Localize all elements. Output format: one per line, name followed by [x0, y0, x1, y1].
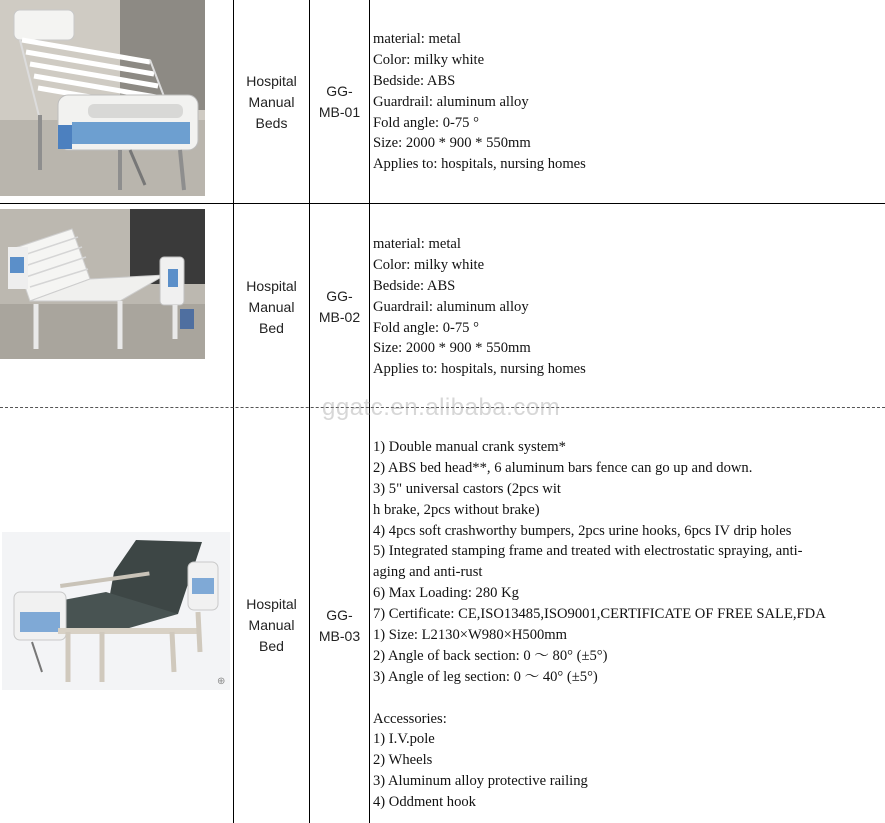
spec-line: Color: milky white: [373, 256, 485, 273]
spec-line: 6) Max Loading: 280 Kg: [373, 585, 519, 602]
spec-line: h brake, 2pcs without brake): [373, 501, 540, 518]
code-line: MB-03: [318, 628, 361, 644]
column-divider: [309, 0, 310, 823]
spec-line: Fold angle: 0-75 °: [373, 319, 479, 336]
product-specs-mb01: [370, 29, 885, 175]
product-name: [234, 594, 309, 657]
name-line: Bed: [259, 319, 284, 336]
spec-line: material: metal: [373, 31, 461, 47]
spec-line: 1) Size: L2130×W980×H500mm: [373, 627, 567, 644]
spec-line: Guardrail: aluminum alloy: [373, 93, 529, 110]
spec-line: 1) Double manual crank system*: [373, 439, 566, 455]
code-line: GG-: [326, 607, 353, 623]
spec-line: Applies to: hospitals, nursing homes: [373, 361, 586, 378]
code-line: MB-02: [318, 309, 361, 325]
spec-line: Size: 2000 * 900 * 550mm: [373, 340, 531, 357]
product-code: [310, 286, 369, 328]
product-image-mb01: [0, 0, 205, 196]
name-line: Manual: [248, 298, 295, 315]
spec-line: 7) Certificate: CE,ISO13485,ISO9001,CERTIFICATE OF FREE SALE,FDA: [373, 606, 826, 623]
name-line: Hospital: [246, 72, 297, 89]
product-code: [310, 605, 369, 647]
spec-line: 4) 4pcs soft crashworthy bumpers, 2pcs urine hooks, 6pcs IV drip holes: [373, 522, 792, 539]
spec-line: 2) Angle of back section: 0 ～ 80° (±5°): [373, 647, 608, 664]
code-line: GG-: [326, 288, 353, 304]
spec-line: 2) Wheels: [373, 752, 433, 769]
name-line: Hospital: [246, 596, 297, 612]
row-divider: [0, 203, 885, 204]
name-line: Bed: [259, 638, 284, 654]
name-line: Manual: [248, 617, 295, 633]
spec-line: Color: milky white: [373, 51, 485, 68]
magnifier-icon[interactable]: ⊕: [217, 676, 226, 687]
spec-line: 3) Aluminum alloy protective railing: [373, 773, 588, 790]
spec-line: Bedside: ABS: [373, 72, 456, 89]
spec-line: Bedside: ABS: [373, 277, 456, 294]
product-name: [234, 60, 309, 144]
spec-line: 3) 5" universal castors (2pcs wit: [373, 480, 561, 497]
product-image-mb03: [2, 532, 230, 690]
code-line: MB-01: [318, 104, 361, 120]
spec-line: [373, 688, 885, 709]
product-code: [310, 81, 369, 123]
name-line: Hospital: [246, 277, 297, 294]
name-line: Manual: [248, 93, 295, 110]
product-image-mb02: [0, 209, 205, 359]
spec-line: aging and anti-rust: [373, 564, 483, 581]
spec-line: Guardrail: aluminum alloy: [373, 298, 529, 315]
spec-line: 4) Oddment hook: [373, 794, 476, 811]
watermark: ggatc.en.alibaba.com: [322, 394, 561, 421]
spec-line: 3) Angle of leg section: 0 ～ 40° (±5°): [373, 668, 598, 685]
spec-line: 2) ABS bed head**, 6 aluminum bars fence can go up and down.: [373, 459, 753, 476]
product-name: [234, 265, 309, 349]
spec-line: material: metal: [373, 236, 461, 252]
product-specs-mb03: [370, 437, 885, 813]
name-line: Beds: [255, 114, 288, 131]
spec-line: 1) I.V.pole: [373, 731, 435, 748]
code-line: GG-: [326, 83, 353, 99]
spec-line: 5) Integrated stamping frame and treated with electrostatic spraying, anti-: [373, 543, 803, 560]
spec-line: Accessories:: [373, 710, 447, 727]
product-specs-mb02: [370, 234, 885, 380]
spec-line: Applies to: hospitals, nursing homes: [373, 156, 586, 173]
spec-line: Fold angle: 0-75 °: [373, 114, 479, 131]
spec-line: Size: 2000 * 900 * 550mm: [373, 135, 531, 152]
